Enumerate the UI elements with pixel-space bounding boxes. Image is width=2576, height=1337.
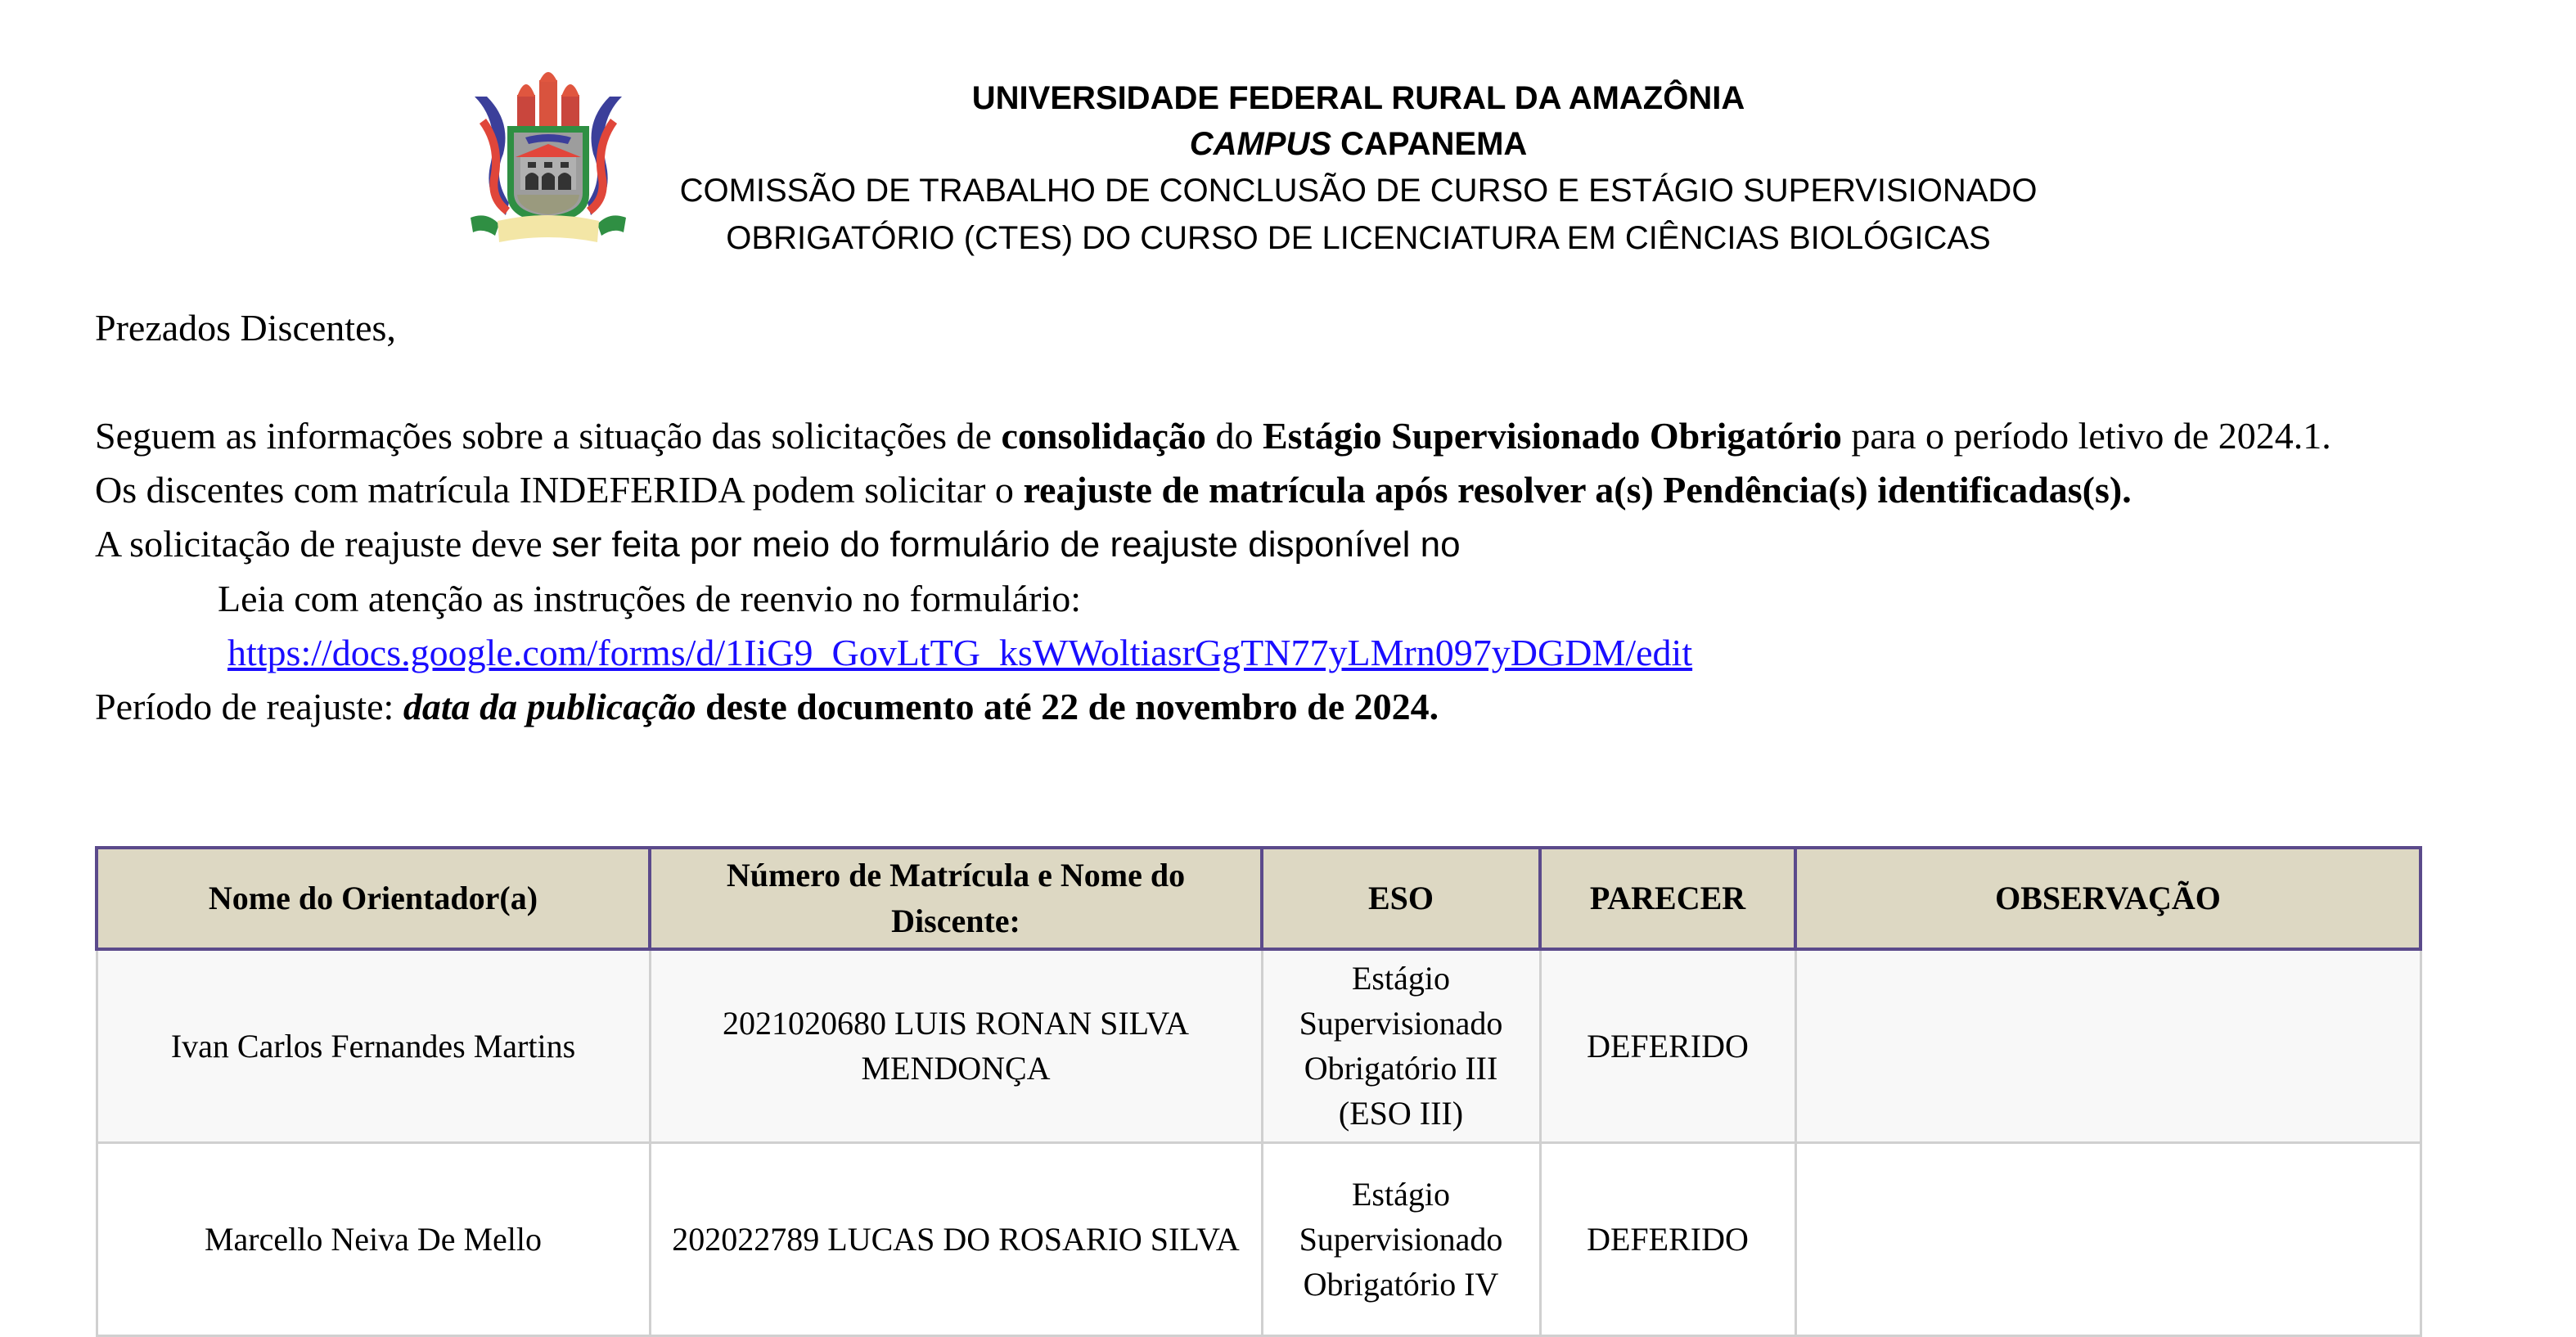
campus-label: CAMPUS — [1189, 126, 1332, 162]
text: para o período letivo de 2024.1. — [1841, 415, 2331, 457]
paragraph-instructions: Leia com atenção as instruções de reenvio no formulário: — [218, 578, 1082, 619]
cell-discente: 2021020680 LUIS RONAN SILVA MENDONÇA — [650, 949, 1262, 1142]
paragraph-form — [95, 517, 2550, 572]
results-table — [95, 846, 2422, 1337]
document-header — [0, 0, 2576, 270]
text-sans: ser feita por meio do formulário de reajuste disponível no — [552, 524, 1461, 565]
paragraph-info — [95, 409, 2550, 463]
cell-discente: 202022789 LUCAS DO ROSARIO SILVA — [650, 1142, 1262, 1335]
text-bold: Estágio Supervisionado Obrigatório — [1262, 415, 1842, 457]
results-table-container — [95, 846, 2422, 1337]
column-header-observacao: OBSERVAÇÃO — [1795, 848, 2421, 949]
text: A solicitação de reajuste deve — [95, 523, 552, 565]
cell-eso: Estágio Supervisionado Obrigatório III (ESO III) — [1262, 949, 1540, 1142]
document-body — [95, 301, 2550, 734]
text: Os discentes com matrícula INDEFERIDA podem solicitar o — [95, 469, 1024, 511]
column-header-parecer: PARECER — [1540, 848, 1795, 949]
column-header-discente: Número de Matrícula e Nome do Discente: — [650, 848, 1262, 949]
text-bold: consolidação — [1001, 415, 1206, 457]
cell-observacao — [1795, 1142, 2421, 1335]
table-row — [97, 949, 2421, 1142]
university-crest-icon — [466, 72, 630, 248]
university-name: UNIVERSIDADE FEDERAL RURAL DA AMAZÔNIA — [971, 80, 1745, 116]
form-link-line — [95, 626, 2550, 680]
cell-observacao — [1795, 949, 2421, 1142]
cell-eso: Estágio Supervisionado Obrigatório IV — [1262, 1142, 1540, 1335]
cell-orientador: Ivan Carlos Fernandes Martins — [97, 949, 650, 1142]
text-bold: reajuste de matrícula após resolver a(s) Pendência(s) identificadas(s). — [1023, 469, 2132, 511]
commission-line-2: OBRIGATÓRIO (CTES) DO CURSO DE LICENCIATURA EM CIÊNCIAS BIOLÓGICAS — [726, 220, 1991, 256]
paragraph-period — [95, 680, 2550, 734]
campus-name — [638, 121, 2078, 167]
google-form-link[interactable]: https://docs.google.com/forms/d/1IiG9_GovLtTG_ksWWoltiasrGgTN77yLMrn097yDGDM/edit — [227, 632, 1693, 673]
paragraph-indeferida — [95, 463, 2550, 517]
text-bold: deste documento até 22 de novembro de 2024. — [696, 686, 1439, 727]
cell-parecer: DEFERIDO — [1540, 1142, 1795, 1335]
campus-city: CAPANEMA — [1331, 126, 1528, 162]
column-header-eso: ESO — [1262, 848, 1540, 949]
text: do — [1205, 415, 1263, 457]
text: Seguem as informações sobre a situação das solicitações de — [95, 415, 1002, 457]
text: Período de reajuste: — [95, 686, 403, 727]
cell-orientador: Marcello Neiva De Mello — [97, 1142, 650, 1335]
column-header-orientador: Nome do Orientador(a) — [97, 848, 650, 949]
table-header-row — [97, 848, 2421, 949]
header-title-block — [638, 75, 2078, 262]
greeting: Prezados Discentes, — [95, 307, 396, 349]
table-row — [97, 1142, 2421, 1335]
text-bold-italic: data da publicação — [403, 686, 696, 727]
cell-parecer: DEFERIDO — [1540, 949, 1795, 1142]
commission-line-1: COMISSÃO DE TRABALHO DE CONCLUSÃO DE CURSO E ESTÁGIO SUPERVISIONADO — [679, 173, 2038, 209]
